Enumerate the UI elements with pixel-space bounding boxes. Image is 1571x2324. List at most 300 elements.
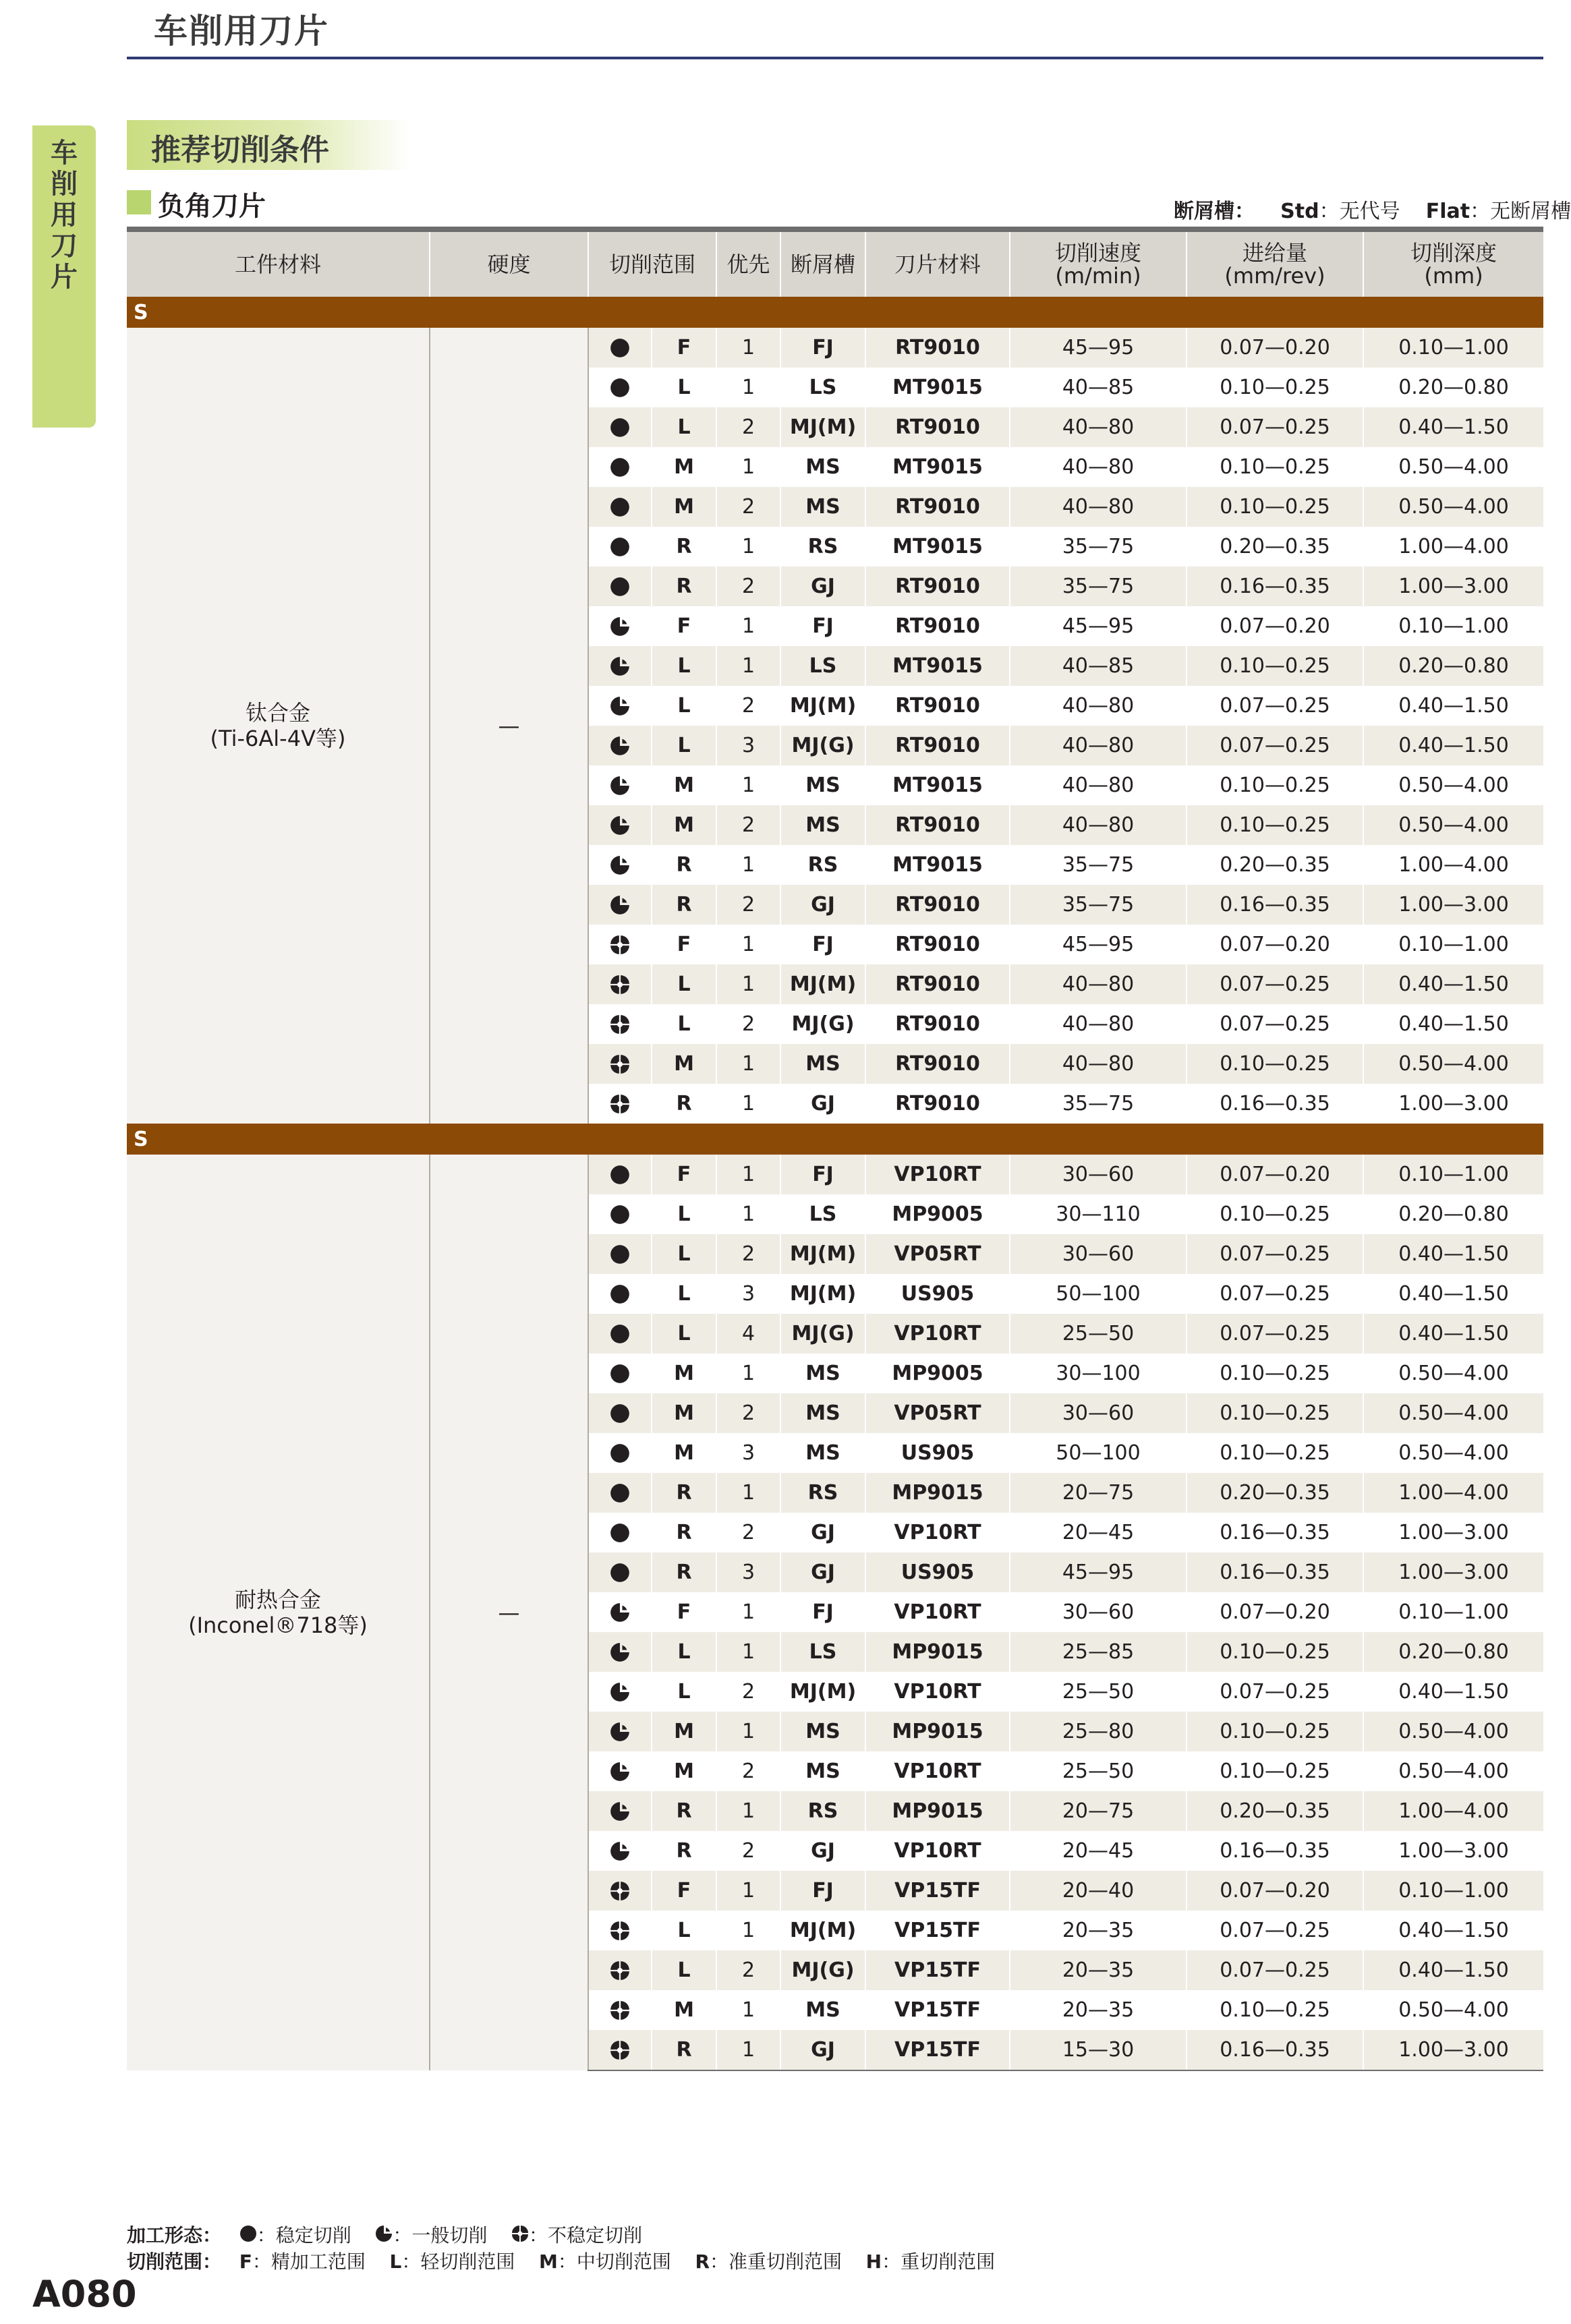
breaker-cell: MJ(M)	[780, 1672, 865, 1712]
breaker-cell: RS	[780, 1473, 865, 1513]
depth-cell: 1.00—3.00	[1363, 1084, 1543, 1124]
grade-cell: RT9010	[865, 1004, 1010, 1044]
section-heading-text: 推荐切削条件	[151, 133, 329, 167]
col-feed-unit: (mm/rev)	[1224, 263, 1325, 289]
stable-cutting-icon	[588, 1552, 652, 1592]
speed-cell: 20—35	[1010, 1990, 1187, 2030]
priority-cell: 1	[716, 368, 780, 407]
stable-cutting-icon	[588, 1274, 652, 1314]
grade-cell: RT9010	[865, 328, 1010, 368]
speed-cell: 40—85	[1010, 646, 1187, 686]
grade-cell: RT9010	[865, 885, 1010, 925]
range-cell: L	[652, 1314, 716, 1354]
range-cell: R	[652, 2030, 716, 2070]
grade-cell: VP15TF	[865, 1990, 1010, 2030]
col-material: 工件材料	[127, 229, 430, 297]
range-m-text: ：中切削范围	[557, 2250, 671, 2273]
grade-cell: US905	[865, 1433, 1010, 1473]
range-r-key: R	[695, 2250, 710, 2273]
breaker-cell: LS	[780, 368, 865, 407]
range-cell: L	[652, 686, 716, 726]
feed-cell: 0.20—0.35	[1187, 845, 1363, 885]
speed-cell: 25—50	[1010, 1314, 1187, 1354]
grade-cell: RT9010	[865, 925, 1010, 964]
depth-cell: 0.40—1.50	[1363, 964, 1543, 1004]
feed-cell: 0.10—0.25	[1187, 1433, 1363, 1473]
range-cell: L	[652, 1911, 716, 1950]
depth-cell: 0.50—4.00	[1363, 1044, 1543, 1084]
priority-cell: 1	[716, 2030, 780, 2070]
unstable-cutting-icon	[588, 1990, 652, 2030]
speed-cell: 45—95	[1010, 328, 1187, 368]
feed-cell: 0.07—0.25	[1187, 1274, 1363, 1314]
col-depth-label: 切削深度	[1410, 240, 1497, 266]
stable-cutting-icon	[588, 1433, 652, 1473]
col-range: 切削范围	[588, 229, 716, 297]
range-cell: M	[652, 765, 716, 805]
stable-cutting-icon	[588, 487, 652, 527]
range-cell: F	[652, 1155, 716, 1194]
priority-cell: 2	[716, 1672, 780, 1712]
speed-cell: 30—60	[1010, 1155, 1187, 1194]
depth-cell: 0.20—0.80	[1363, 1194, 1543, 1234]
speed-cell: 30—110	[1010, 1194, 1187, 1234]
feed-cell: 0.07—0.20	[1187, 1155, 1363, 1194]
breaker-cell: FJ	[780, 1871, 865, 1911]
priority-cell: 1	[716, 1712, 780, 1751]
range-cell: R	[652, 1831, 716, 1871]
breaker-cell: LS	[780, 646, 865, 686]
depth-cell: 0.40—1.50	[1363, 686, 1543, 726]
speed-cell: 40—80	[1010, 1004, 1187, 1044]
grade-cell: MP9015	[865, 1473, 1010, 1513]
range-cell: F	[652, 328, 716, 368]
range-cell: R	[652, 1552, 716, 1592]
breaker-cell: GJ	[780, 1552, 865, 1592]
priority-cell: 3	[716, 1552, 780, 1592]
breaker-cell: RS	[780, 527, 865, 567]
grade-cell: RT9010	[865, 805, 1010, 845]
depth-cell: 0.40—1.50	[1363, 407, 1543, 447]
breaker-cell: GJ	[780, 1831, 865, 1871]
priority-cell: 2	[716, 1950, 780, 1990]
grade-cell: VP10RT	[865, 1314, 1010, 1354]
priority-cell: 1	[716, 646, 780, 686]
range-cell: F	[652, 1871, 716, 1911]
range-cell: M	[652, 1393, 716, 1433]
feed-cell: 0.10—0.25	[1187, 1044, 1363, 1084]
stable-cutting-icon	[239, 2224, 257, 2249]
breaker-cell: FJ	[780, 925, 865, 964]
speed-cell: 40—80	[1010, 726, 1187, 765]
priority-cell: 3	[716, 1274, 780, 1314]
range-cell: R	[652, 1513, 716, 1552]
depth-cell: 0.40—1.50	[1363, 1274, 1543, 1314]
feed-cell: 0.10—0.25	[1187, 1393, 1363, 1433]
col-depth	[1363, 229, 1543, 297]
stable-cutting-icon	[588, 1354, 652, 1393]
priority-cell: 1	[716, 1084, 780, 1124]
breaker-cell: MS	[780, 1990, 865, 2030]
feed-cell: 0.10—0.25	[1187, 1632, 1363, 1672]
breaker-cell: MS	[780, 447, 865, 487]
grade-cell: VP10RT	[865, 1831, 1010, 1871]
stable-cutting-icon	[588, 328, 652, 368]
priority-cell: 1	[716, 1354, 780, 1393]
speed-cell: 40—80	[1010, 407, 1187, 447]
general-cutting-icon	[588, 686, 652, 726]
speed-cell: 20—45	[1010, 1513, 1187, 1552]
feed-cell: 0.20—0.35	[1187, 1791, 1363, 1831]
feed-cell: 0.07—0.25	[1187, 726, 1363, 765]
grade-cell: RT9010	[865, 487, 1010, 527]
speed-cell: 30—60	[1010, 1592, 1187, 1632]
depth-cell: 0.20—0.80	[1363, 368, 1543, 407]
feed-cell: 0.07—0.25	[1187, 686, 1363, 726]
grade-cell: MP9015	[865, 1712, 1010, 1751]
depth-cell: 0.20—0.80	[1363, 1632, 1543, 1672]
speed-cell: 20—35	[1010, 1950, 1187, 1990]
grade-cell: MT9015	[865, 447, 1010, 487]
priority-cell: 1	[716, 1791, 780, 1831]
grade-cell: VP15TF	[865, 1950, 1010, 1990]
feed-cell: 0.07—0.20	[1187, 1871, 1363, 1911]
stable-cutting-icon	[588, 1473, 652, 1513]
breaker-cell: LS	[780, 1194, 865, 1234]
feed-cell: 0.07—0.20	[1187, 1592, 1363, 1632]
col-speed	[1010, 229, 1187, 297]
general-cutting-icon	[588, 606, 652, 646]
speed-cell: 30—100	[1010, 1354, 1187, 1393]
depth-cell: 0.10—1.00	[1363, 925, 1543, 964]
hardness-cell: —	[430, 328, 588, 1124]
speed-cell: 20—75	[1010, 1473, 1187, 1513]
footer-legend	[127, 2223, 995, 2275]
breaker-cell: MS	[780, 765, 865, 805]
grade-cell: MP9015	[865, 1791, 1010, 1831]
priority-cell: 2	[716, 407, 780, 447]
range-legend	[127, 2249, 995, 2275]
material-example: (Inconel®718等)	[188, 1613, 368, 1638]
grade-cell: VP05RT	[865, 1234, 1010, 1274]
depth-cell: 0.10—1.00	[1363, 1871, 1543, 1911]
breaker-cell: MS	[780, 1393, 865, 1433]
feed-cell: 0.16—0.35	[1187, 1831, 1363, 1871]
speed-cell: 50—100	[1010, 1433, 1187, 1473]
range-cell: L	[652, 1274, 716, 1314]
speed-cell: 25—80	[1010, 1712, 1187, 1751]
range-cell: L	[652, 1194, 716, 1234]
chipbreaker-flat-key: Flat	[1425, 200, 1470, 223]
range-cell: M	[652, 1712, 716, 1751]
feed-cell: 0.07—0.20	[1187, 925, 1363, 964]
priority-cell: 1	[716, 1473, 780, 1513]
stable-cutting-icon	[588, 447, 652, 487]
sub-heading-text: 负角刀片	[158, 191, 266, 222]
section-label: S	[127, 297, 1543, 328]
breaker-cell: MJ(G)	[780, 726, 865, 765]
stable-cutting-icon	[588, 368, 652, 407]
unstable-cutting-icon	[588, 2030, 652, 2070]
speed-cell: 45—95	[1010, 925, 1187, 964]
depth-cell: 0.50—4.00	[1363, 1433, 1543, 1473]
shape-legend-general: ：一般切削	[393, 2224, 488, 2246]
range-cell: L	[652, 646, 716, 686]
speed-cell: 40—80	[1010, 686, 1187, 726]
depth-cell: 0.50—4.00	[1363, 1712, 1543, 1751]
unstable-cutting-icon	[588, 1084, 652, 1124]
breaker-cell: FJ	[780, 1155, 865, 1194]
section-heading	[127, 120, 410, 170]
depth-cell: 1.00—4.00	[1363, 845, 1543, 885]
workpiece-material	[127, 1155, 430, 2070]
stable-cutting-icon	[588, 1393, 652, 1433]
depth-cell: 0.40—1.50	[1363, 1234, 1543, 1274]
grade-cell: MT9015	[865, 368, 1010, 407]
chipbreaker-legend	[1174, 194, 1571, 224]
general-cutting-icon	[588, 1672, 652, 1712]
priority-cell: 2	[716, 1004, 780, 1044]
speed-cell: 45—95	[1010, 606, 1187, 646]
unstable-cutting-icon	[588, 925, 652, 964]
priority-cell: 2	[716, 1751, 780, 1791]
feed-cell: 0.20—0.35	[1187, 1473, 1363, 1513]
priority-cell: 2	[716, 1831, 780, 1871]
shape-legend	[127, 2223, 995, 2249]
speed-cell: 25—85	[1010, 1632, 1187, 1672]
feed-cell: 0.10—0.25	[1187, 1990, 1363, 2030]
depth-cell: 1.00—4.00	[1363, 1791, 1543, 1831]
priority-cell: 1	[716, 447, 780, 487]
feed-cell: 0.16—0.35	[1187, 885, 1363, 925]
unstable-cutting-icon	[588, 1871, 652, 1911]
priority-cell: 1	[716, 1632, 780, 1672]
grade-cell: VP10RT	[865, 1672, 1010, 1712]
speed-cell: 40—80	[1010, 487, 1187, 527]
priority-cell: 1	[716, 845, 780, 885]
title-rule	[127, 57, 1543, 59]
general-cutting-icon	[588, 1592, 652, 1632]
shape-legend-label: 加工形态：	[127, 2224, 222, 2246]
speed-cell: 20—45	[1010, 1831, 1187, 1871]
grade-cell: MT9015	[865, 765, 1010, 805]
feed-cell: 0.07—0.20	[1187, 606, 1363, 646]
feed-cell: 0.07—0.25	[1187, 1911, 1363, 1950]
material-name: 钛合金	[245, 700, 310, 726]
breaker-cell: GJ	[780, 1084, 865, 1124]
priority-cell: 1	[716, 925, 780, 964]
breaker-cell: FJ	[780, 1592, 865, 1632]
range-cell: M	[652, 1044, 716, 1084]
grade-cell: VP15TF	[865, 2030, 1010, 2070]
cutting-conditions-table	[127, 227, 1543, 2071]
speed-cell: 30—60	[1010, 1393, 1187, 1433]
stable-cutting-icon	[588, 567, 652, 606]
depth-cell: 0.40—1.50	[1363, 726, 1543, 765]
general-cutting-icon	[375, 2224, 393, 2249]
grade-cell: VP15TF	[865, 1911, 1010, 1950]
general-cutting-icon	[588, 726, 652, 765]
unstable-cutting-icon	[588, 1950, 652, 1990]
page-title: 车削用刀片	[154, 11, 329, 51]
depth-cell: 0.40—1.50	[1363, 1672, 1543, 1712]
range-f-key: F	[239, 2250, 252, 2273]
unstable-cutting-icon	[588, 964, 652, 1004]
feed-cell: 0.07—0.25	[1187, 1672, 1363, 1712]
priority-cell: 3	[716, 1433, 780, 1473]
priority-cell: 2	[716, 487, 780, 527]
priority-cell: 4	[716, 1314, 780, 1354]
feed-cell: 0.16—0.35	[1187, 1552, 1363, 1592]
feed-cell: 0.10—0.25	[1187, 487, 1363, 527]
feed-cell: 0.16—0.35	[1187, 567, 1363, 606]
table-row	[127, 1155, 1543, 1194]
feed-cell: 0.10—0.25	[1187, 447, 1363, 487]
depth-cell: 0.50—4.00	[1363, 805, 1543, 845]
breaker-cell: FJ	[780, 606, 865, 646]
priority-cell: 3	[716, 726, 780, 765]
depth-cell: 0.50—4.00	[1363, 487, 1543, 527]
breaker-cell: MS	[780, 487, 865, 527]
col-speed-label: 切削速度	[1055, 240, 1142, 266]
priority-cell: 2	[716, 805, 780, 845]
range-cell: M	[652, 447, 716, 487]
priority-cell: 1	[716, 964, 780, 1004]
range-cell: M	[652, 1433, 716, 1473]
range-h-text: ：重切削范围	[882, 2250, 996, 2273]
section-row	[127, 1124, 1543, 1155]
grade-cell: US905	[865, 1274, 1010, 1314]
grade-cell: MP9005	[865, 1354, 1010, 1393]
depth-cell: 1.00—3.00	[1363, 1513, 1543, 1552]
feed-cell: 0.10—0.25	[1187, 1354, 1363, 1393]
breaker-cell: MJ(M)	[780, 1234, 865, 1274]
priority-cell: 1	[716, 1990, 780, 2030]
speed-cell: 40—80	[1010, 765, 1187, 805]
priority-cell: 1	[716, 1194, 780, 1234]
breaker-cell: GJ	[780, 2030, 865, 2070]
range-m-key: M	[538, 2250, 558, 2273]
stable-cutting-icon	[588, 1155, 652, 1194]
grade-cell: RT9010	[865, 1044, 1010, 1084]
priority-cell: 1	[716, 1155, 780, 1194]
grade-cell: MT9015	[865, 845, 1010, 885]
speed-cell: 40—80	[1010, 447, 1187, 487]
feed-cell: 0.07—0.25	[1187, 1950, 1363, 1990]
general-cutting-icon	[588, 885, 652, 925]
grade-cell: VP10RT	[865, 1751, 1010, 1791]
range-h-key: H	[865, 2250, 882, 2273]
speed-cell: 20—35	[1010, 1911, 1187, 1950]
feed-cell: 0.16—0.35	[1187, 1084, 1363, 1124]
table-header-row	[127, 229, 1543, 297]
speed-cell: 40—85	[1010, 368, 1187, 407]
speed-cell: 25—50	[1010, 1672, 1187, 1712]
speed-cell: 35—75	[1010, 527, 1187, 567]
workpiece-material	[127, 328, 430, 1124]
depth-cell: 0.10—1.00	[1363, 606, 1543, 646]
grade-cell: MT9015	[865, 527, 1010, 567]
breaker-cell: GJ	[780, 885, 865, 925]
depth-cell: 0.50—4.00	[1363, 1393, 1543, 1433]
col-speed-unit: (m/min)	[1055, 263, 1141, 289]
grade-cell: RT9010	[865, 726, 1010, 765]
stable-cutting-icon	[588, 1513, 652, 1552]
breaker-cell: GJ	[780, 1513, 865, 1552]
depth-cell: 1.00—4.00	[1363, 1473, 1543, 1513]
depth-cell: 1.00—4.00	[1363, 527, 1543, 567]
priority-cell: 2	[716, 885, 780, 925]
breaker-cell: MS	[780, 1751, 865, 1791]
grade-cell: RT9010	[865, 567, 1010, 606]
range-cell: R	[652, 527, 716, 567]
depth-cell: 0.50—4.00	[1363, 447, 1543, 487]
range-r-text: ：准重切削范围	[710, 2250, 842, 2273]
grade-cell: RT9010	[865, 686, 1010, 726]
speed-cell: 35—75	[1010, 567, 1187, 606]
range-l-key: L	[389, 2250, 402, 2273]
unstable-cutting-icon	[588, 1911, 652, 1950]
side-tab	[32, 125, 96, 428]
range-l-text: ：轻切削范围	[401, 2250, 515, 2273]
priority-cell: 1	[716, 765, 780, 805]
priority-cell: 2	[716, 1393, 780, 1433]
hardness-cell: —	[430, 1155, 588, 2070]
range-cell: M	[652, 1751, 716, 1791]
breaker-cell: MJ(G)	[780, 1314, 865, 1354]
breaker-cell: RS	[780, 1791, 865, 1831]
range-cell: M	[652, 487, 716, 527]
speed-cell: 30—60	[1010, 1234, 1187, 1274]
material-name: 耐热合金	[234, 1587, 321, 1613]
general-cutting-icon	[588, 1791, 652, 1831]
feed-cell: 0.10—0.25	[1187, 646, 1363, 686]
range-cell: M	[652, 1990, 716, 2030]
col-feed-label: 进给量	[1242, 240, 1308, 266]
range-cell: F	[652, 1592, 716, 1632]
priority-cell: 2	[716, 1513, 780, 1552]
unstable-cutting-icon	[511, 2224, 529, 2249]
general-cutting-icon	[588, 1751, 652, 1791]
speed-cell: 45—95	[1010, 1552, 1187, 1592]
depth-cell: 1.00—3.00	[1363, 1552, 1543, 1592]
unstable-cutting-icon	[588, 1004, 652, 1044]
grade-cell: RT9010	[865, 964, 1010, 1004]
range-f-text: ：精加工范围	[252, 2250, 366, 2273]
breaker-cell: FJ	[780, 328, 865, 368]
breaker-cell: MS	[780, 805, 865, 845]
breaker-cell: MJ(M)	[780, 1911, 865, 1950]
depth-cell: 0.20—0.80	[1363, 646, 1543, 686]
depth-cell: 0.50—4.00	[1363, 1990, 1543, 2030]
breaker-cell: MS	[780, 1354, 865, 1393]
range-cell: L	[652, 1004, 716, 1044]
feed-cell: 0.20—0.35	[1187, 527, 1363, 567]
section-label: S	[127, 1124, 1543, 1155]
depth-cell: 0.50—4.00	[1363, 1354, 1543, 1393]
stable-cutting-icon	[588, 1234, 652, 1274]
depth-cell: 0.50—4.00	[1363, 765, 1543, 805]
depth-cell: 0.40—1.50	[1363, 1911, 1543, 1950]
range-cell: F	[652, 925, 716, 964]
col-priority: 优先	[716, 229, 780, 297]
feed-cell: 0.16—0.35	[1187, 1513, 1363, 1552]
breaker-cell: MJ(M)	[780, 1274, 865, 1314]
chipbreaker-std-text: ：无代号	[1319, 200, 1400, 223]
col-grade: 刀片材料	[865, 229, 1010, 297]
grade-cell: MP9005	[865, 1194, 1010, 1234]
speed-cell: 40—80	[1010, 964, 1187, 1004]
